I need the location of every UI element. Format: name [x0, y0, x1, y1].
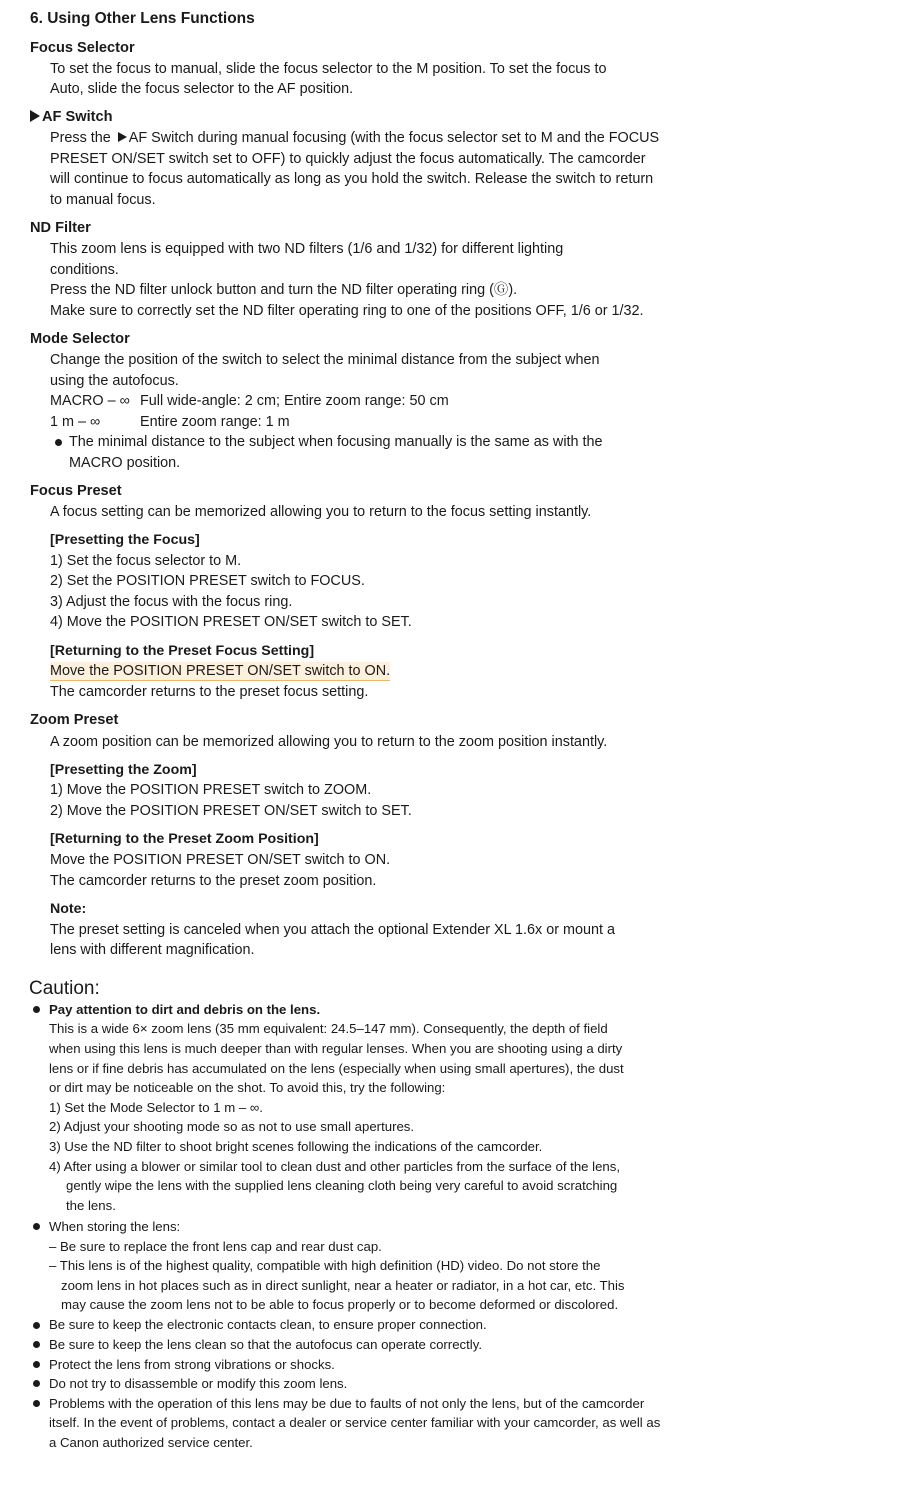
caution-bullet: Be sure to keep the electronic contacts clean, to ensure proper connection. — [49, 1317, 487, 1332]
caution-line: when using this lens is much deeper than with regular lenses. When you are shooting using a dirty — [49, 1041, 623, 1056]
bullet-line: The minimal distance to the subject when focusing manually is the same as with the — [69, 434, 603, 450]
body-line: Press the AF Switch during manual focusing (with the focus selector set to M and the FOCUS — [50, 130, 660, 146]
body-line: Change the position of the switch to select the minimal distance from the subject when — [50, 352, 600, 368]
body-line: The camcorder returns to the preset focus setting. — [50, 684, 369, 700]
mode-row-value: Full wide-angle: 2 cm; Entire zoom range: 50 cm — [140, 393, 449, 409]
caution-bullet: Do not try to disassemble or modify this zoom lens. — [49, 1376, 348, 1391]
body-line: using the autofocus. — [50, 373, 179, 389]
bullet-icon — [33, 1380, 40, 1387]
body-line: conditions. — [50, 262, 119, 278]
caution-line: may cause the zoom lens not to be able to focus properly or to become deformed or discolored. — [61, 1297, 619, 1312]
subheading: [Presetting the Zoom] — [50, 762, 197, 778]
body-line: will continue to focus automatically as long as you hold the switch. Release the switch to return — [50, 171, 654, 187]
bullet-icon — [33, 1006, 40, 1013]
caution-line: – This lens is of the highest quality, compatible with high definition (HD) video. Do not store the — [49, 1258, 601, 1273]
section-title: 6. Using Other Lens Functions — [30, 10, 255, 27]
caution-line: lens or if fine debris has accumulated on the lens (especially when using small apertures), the dust — [49, 1061, 624, 1076]
caution-line: 2) Adjust your shooting mode so as not to use small apertures. — [49, 1119, 415, 1134]
caution-line: Problems with the operation of this lens may be due to faults of not only the lens, but of the camcorder — [49, 1396, 645, 1411]
caution-line: 4) After using a blower or similar tool to clean dust and other particles from the surface of the lens, — [49, 1159, 621, 1174]
subheading: [Returning to the Preset Zoom Position] — [50, 831, 319, 847]
bullet-icon — [33, 1341, 40, 1348]
caution-bullet: Be sure to keep the lens clean so that the autofocus can operate correctly. — [49, 1337, 483, 1352]
mode-row-value: Entire zoom range: 1 m — [140, 414, 290, 430]
mode-row-label: 1 m – ∞ — [50, 414, 101, 430]
body-line: PRESET ON/SET switch set to OFF) to quickly adjust the focus automatically. The camcorder — [50, 151, 646, 167]
note-heading: Note: — [50, 901, 87, 917]
subheading: [Presetting the Focus] — [50, 532, 200, 548]
step-line: 4) Move the POSITION PRESET ON/SET switch to SET. — [50, 614, 412, 630]
caution-line: This is a wide 6× zoom lens (35 mm equivalent: 24.5–147 mm). Consequently, the depth of field — [49, 1021, 608, 1036]
bullet-icon — [33, 1361, 40, 1368]
body-line: The camcorder returns to the preset zoom position. — [50, 873, 377, 889]
play-triangle-icon — [118, 132, 127, 142]
step-line: 2) Move the POSITION PRESET ON/SET switch to SET. — [50, 803, 412, 819]
caution-line: – Be sure to replace the front lens cap and rear dust cap. — [49, 1239, 382, 1254]
bullet-line: MACRO position. — [69, 455, 181, 471]
body-line: This zoom lens is equipped with two ND filters (1/6 and 1/32) for different lighting — [50, 241, 564, 257]
caution-line: a Canon authorized service center. — [49, 1435, 253, 1450]
play-triangle-icon — [30, 110, 40, 122]
body-line: to manual focus. — [50, 192, 156, 208]
caution-line: the lens. — [66, 1198, 116, 1213]
highlighted-line: Move the POSITION PRESET ON/SET switch to ON. — [50, 663, 391, 679]
body-line: Make sure to correctly set the ND filter operating ring to one of the positions OFF, 1/6 or 1/32. — [50, 303, 644, 319]
step-line: 1) Set the focus selector to M. — [50, 553, 242, 569]
note-line: lens with different magnification. — [50, 942, 255, 958]
zoom-preset-heading: Zoom Preset — [30, 712, 119, 728]
af-switch-heading: AF Switch — [30, 108, 113, 126]
bullet-icon — [55, 439, 62, 446]
note-line: The preset setting is canceled when you attach the optional Extender XL 1.6x or mount a — [50, 922, 616, 938]
step-line: 1) Move the POSITION PRESET switch to ZOOM. — [50, 782, 372, 798]
step-line: 2) Set the POSITION PRESET switch to FOCUS. — [50, 573, 365, 589]
caution-line: zoom lens in hot places such as in direct sunlight, near a heater or radiator, in a hot car, etc. This — [61, 1278, 625, 1293]
subheading: [Returning to the Preset Focus Setting] — [50, 643, 315, 659]
caution-bullet-title: Pay attention to dirt and debris on the lens. — [49, 1002, 321, 1017]
caution-bullet-title: When storing the lens: — [49, 1219, 181, 1234]
bullet-icon — [33, 1322, 40, 1329]
body-line: A focus setting can be memorized allowing you to return to the focus setting instantly. — [50, 504, 592, 520]
caution-line: gently wipe the lens with the supplied lens cleaning cloth being very careful to avoid scratching — [66, 1178, 618, 1193]
caution-bullet: Protect the lens from strong vibrations or shocks. — [49, 1357, 335, 1372]
mode-selector-heading: Mode Selector — [30, 331, 130, 347]
body-line: Press the ND filter unlock button and turn the ND filter operating ring (Ⓖ). — [50, 282, 518, 298]
nd-filter-heading: ND Filter — [30, 220, 91, 236]
bullet-icon — [33, 1223, 40, 1230]
mode-row-label: MACRO – ∞ — [50, 393, 130, 409]
body-line: Move the POSITION PRESET ON/SET switch to ON. — [50, 852, 391, 868]
step-line: 3) Adjust the focus with the focus ring. — [50, 594, 293, 610]
caution-line: 3) Use the ND filter to shoot bright scenes following the indications of the camcorder. — [49, 1139, 543, 1154]
caution-line: itself. In the event of problems, contact a dealer or service center familiar with your camcorder, as well as — [49, 1415, 661, 1430]
caution-heading: Caution: — [29, 978, 100, 999]
caution-line: or dirt may be noticeable on the shot. To avoid this, try the following: — [49, 1080, 446, 1095]
focus-preset-heading: Focus Preset — [30, 483, 122, 499]
caution-line: 1) Set the Mode Selector to 1 m – ∞. — [49, 1100, 263, 1115]
body-line: To set the focus to manual, slide the focus selector to the M position. To set the focus to — [50, 61, 607, 77]
focus-selector-heading: Focus Selector — [30, 40, 135, 56]
bullet-icon — [33, 1400, 40, 1407]
body-line: Auto, slide the focus selector to the AF position. — [50, 81, 354, 97]
body-line: A zoom position can be memorized allowing you to return to the zoom position instantly. — [50, 734, 608, 750]
